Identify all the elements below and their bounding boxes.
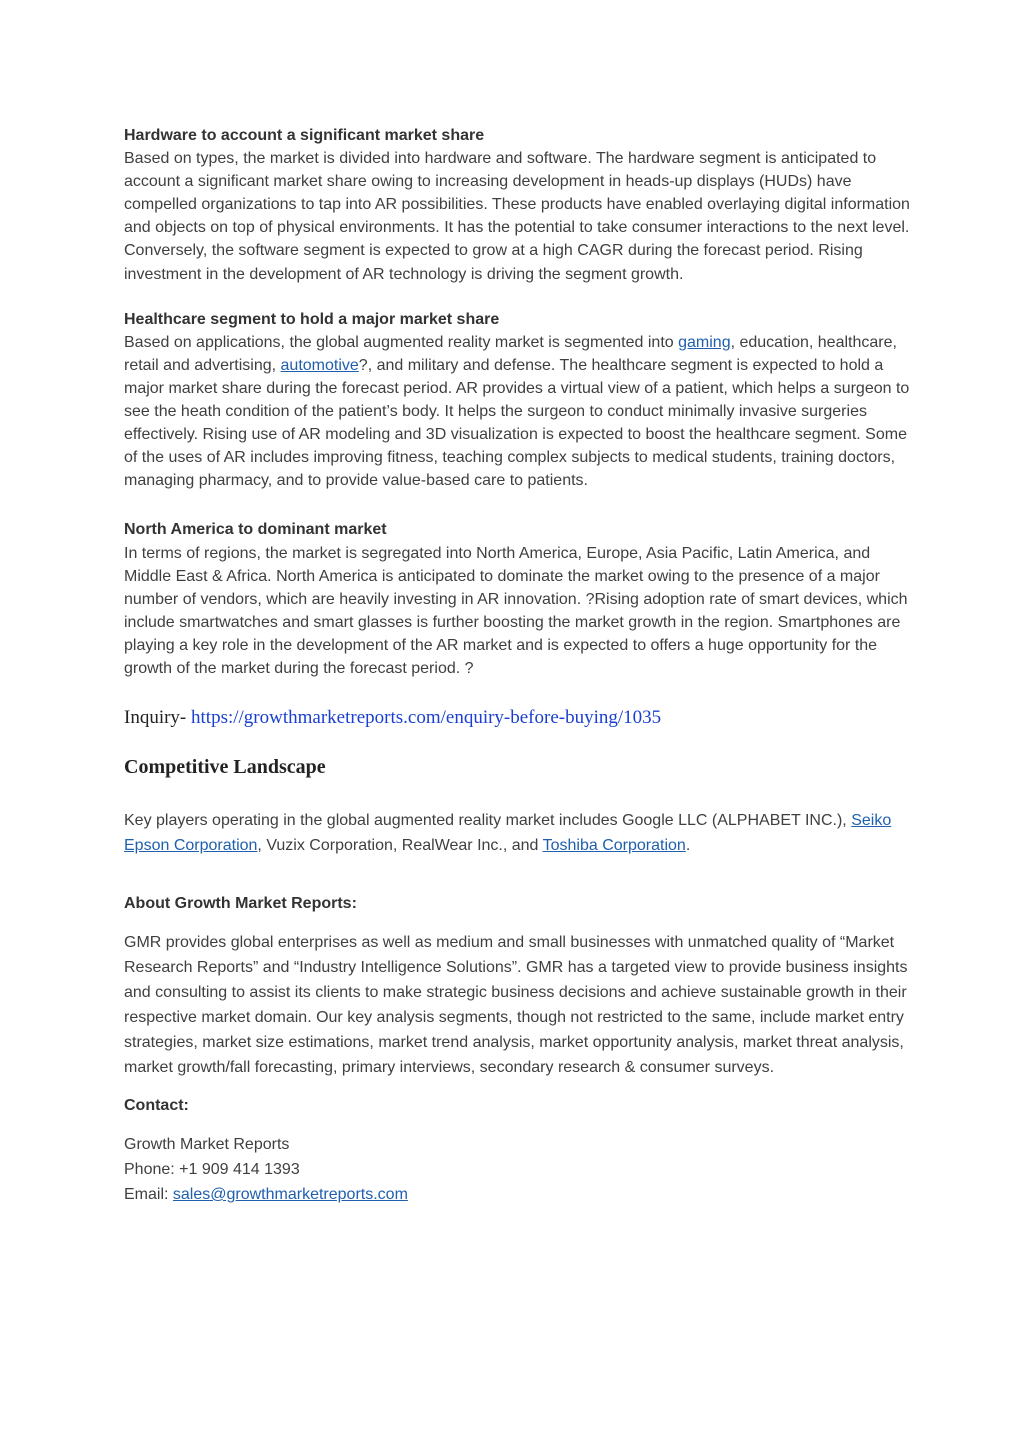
section-heading: North America to dominant market bbox=[124, 521, 387, 539]
contact-email-line bbox=[124, 1182, 914, 1207]
section-body: In terms of regions, the market is segregated into North America, Europe, Asia Pacific, Latin America, and Middle East & Africa. North America is anticipated to dominate the market owing to the presence of a major number of vendors, which are heavily investing in AR innovation. ?Rising adoption rate of smart devices, which include smartwatches and smart glasses is further boosting the market growth in the region. Smartphones are playing a key role in the development of the AR market and is expected to offers a huge opportunity for the growth of the market during the forecast period. ? bbox=[124, 544, 908, 677]
email-link[interactable]: sales@growthmarketreports.com bbox=[172, 1186, 408, 1204]
inquiry-line bbox=[124, 706, 914, 730]
contact-block bbox=[124, 1132, 914, 1207]
body-text: Based on applications, the global augmented reality market is segmented into bbox=[124, 333, 679, 351]
body-text: , Vuzix Corporation, RealWear Inc., and bbox=[257, 837, 543, 855]
body-text: . bbox=[685, 837, 691, 855]
gaming-link[interactable]: gaming bbox=[678, 333, 731, 351]
section-healthcare bbox=[124, 308, 914, 493]
toshiba-link[interactable]: Toshiba Corporation bbox=[542, 837, 686, 855]
contact-phone: Phone: +1 909 414 1393 bbox=[124, 1161, 300, 1179]
inquiry-label: Inquiry- bbox=[124, 707, 192, 729]
section-hardware bbox=[124, 124, 914, 286]
section-heading: Hardware to account a significant market share bbox=[124, 127, 485, 144]
email-label: Email: bbox=[124, 1186, 173, 1204]
section-body bbox=[124, 331, 914, 493]
about-title: About Growth Market Reports: bbox=[124, 895, 357, 913]
contact-company: Growth Market Reports bbox=[124, 1136, 290, 1154]
inquiry-link[interactable]: https://growthmarketreports.com/enquiry-before-buying/1035 bbox=[191, 707, 662, 729]
body-text: ?, and military and defense. The healthcare segment is expected to hold a major market share during the forecast period. AR provides a virtual view of a patient, which helps a surgeon to see the heath condition of the patient’s body. It helps the surgeon to conduct minimally invasive surgeries effectively. Rising use of AR modeling and 3D visualization is expected to boost the healthcare segment. Some of the uses of AR includes improving fitness, teaching complex subjects to medical students, training doctors, managing pharmacy, and to provide value-based care to patients. bbox=[124, 356, 910, 490]
key-players-paragraph bbox=[124, 808, 914, 858]
contact-title: Contact: bbox=[124, 1097, 189, 1115]
about-paragraph: GMR provides global enterprises as well as medium and small businesses with unmatched quality of “Market Research Reports” and “Industry Intelligence Solutions”. GMR has a targeted view to provide business insights and consulting to assist its clients to make strategic business decisions and achieve sustainable growth in their respective market domain. Our key analysis segments, though not restricted to the same, include market entry strategies, market size estimations, market trend analysis, market opportunity analysis, market threat analysis, market growth/fall forecasting, primary interviews, secondary research & consumer surveys. bbox=[124, 934, 908, 1077]
section-body: Based on types, the market is divided into hardware and software. The hardware segment is anticipated to account a significant market share owing to increasing development in heads-up displays (HUDs) have compelled organizations to tap into AR possibilities. These products have enabled overlaying digital information and objects on top of physical environments. It has the potential to take consumer interactions to the next level. Conversely, the software segment is expected to grow at a high CAGR during the forecast period. Rising investment in the development of AR technology is driving the segment growth. bbox=[124, 150, 910, 283]
automotive-link[interactable]: automotive bbox=[280, 356, 359, 374]
competitive-landscape-title: Competitive Landscape bbox=[124, 756, 326, 779]
section-heading: Healthcare segment to hold a major market share bbox=[124, 310, 500, 328]
seiko-epson-link[interactable]: Seiko Epson Corporation bbox=[124, 812, 892, 855]
body-text: Key players operating in the global augmented reality market includes Google LLC (ALPHABET INC.), bbox=[124, 812, 852, 830]
body-text: , education, healthcare, retail and advertising, bbox=[124, 333, 897, 374]
document-content bbox=[124, 124, 914, 1207]
section-north-america bbox=[124, 518, 914, 680]
